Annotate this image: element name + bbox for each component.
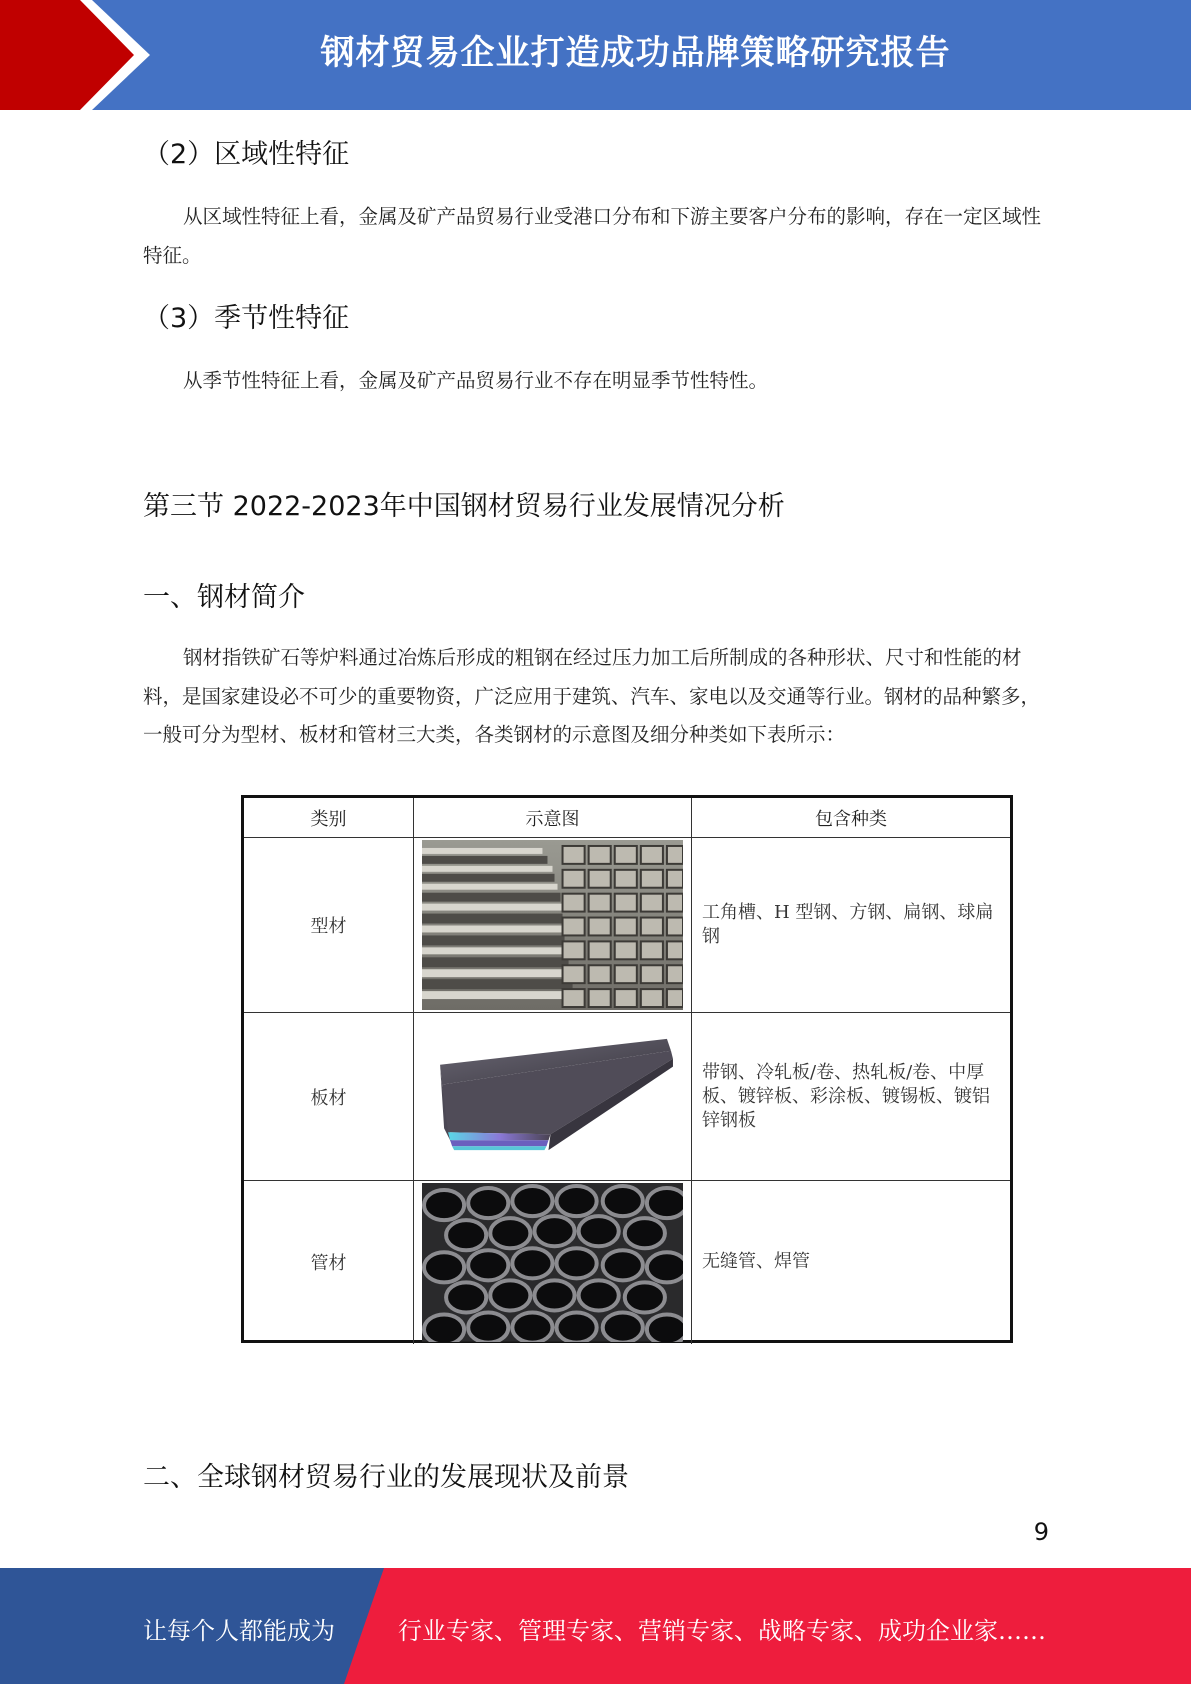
section-steel-photo bbox=[414, 838, 692, 1013]
footer-slogan-right: 行业专家、管理专家、营销专家、战略专家、成功企业家…… bbox=[398, 1617, 1046, 1645]
section3-heading: 第三节 2022-2023年中国钢材贸易行业发展情况分析 bbox=[143, 491, 785, 522]
steel-pipe-photo bbox=[414, 1181, 692, 1344]
report-title: 钢材贸易企业打造成功品牌策略研究报告 bbox=[320, 33, 951, 73]
footer-slogan-left: 让每个人都能成为 bbox=[143, 1617, 335, 1645]
regional-paragraph: 从区域性特征上看，金属及矿产品贸易行业受港口分布和下游主要客户分布的影响，存在一定区域性特征。 bbox=[143, 205, 1042, 267]
table-row-category: 板材 bbox=[244, 1013, 414, 1181]
seasonal-heading: （3）季节性特征 bbox=[143, 303, 350, 334]
table-row-category: 型材 bbox=[244, 838, 414, 1013]
table-row-kinds: 无缝管、焊管 bbox=[702, 1251, 810, 1273]
table-header-category: 类别 bbox=[244, 798, 414, 838]
steel-plate-photo bbox=[414, 1013, 692, 1181]
intro-paragraph: 钢材指铁矿石等炉料通过冶炼后形成的粗钢在经过压力加工后所制成的各种形状、尺寸和性能的材料，是国家建设必不可少的重要物资，广泛应用于建筑、汽车、家电以及交通等行业。钢材的品种繁多，一般可分为型材、板材和管材三大类，各类钢材的示意图及细分种类如下表所示： bbox=[143, 646, 1041, 746]
intro-heading: 一、钢材简介 bbox=[143, 582, 305, 613]
seasonal-paragraph: 从季节性特征上看，金属及矿产品贸易行业不存在明显季节性特性。 bbox=[183, 369, 769, 392]
page-number: 9 bbox=[1033, 1518, 1049, 1546]
table-row-kinds: 带钢、冷轧板/卷、热轧板/卷、中厚板、镀锌板、彩涂板、镀锡板、镀铝锌钢板 bbox=[692, 1013, 1010, 1181]
steel-types-table bbox=[241, 795, 1013, 1343]
table-row-kinds: 工角槽、H 型钢、方钢、扁钢、球扁钢 bbox=[692, 838, 1010, 1013]
table-header-kinds: 包含种类 bbox=[692, 798, 1010, 838]
header-arrow-decoration bbox=[0, 0, 150, 110]
regional-heading: （2）区域性特征 bbox=[143, 139, 350, 170]
table-row-category: 管材 bbox=[244, 1181, 414, 1344]
table-header-image: 示意图 bbox=[414, 798, 692, 838]
page-header bbox=[0, 0, 1191, 110]
global-heading: 二、全球钢材贸易行业的发展现状及前景 bbox=[143, 1462, 629, 1493]
